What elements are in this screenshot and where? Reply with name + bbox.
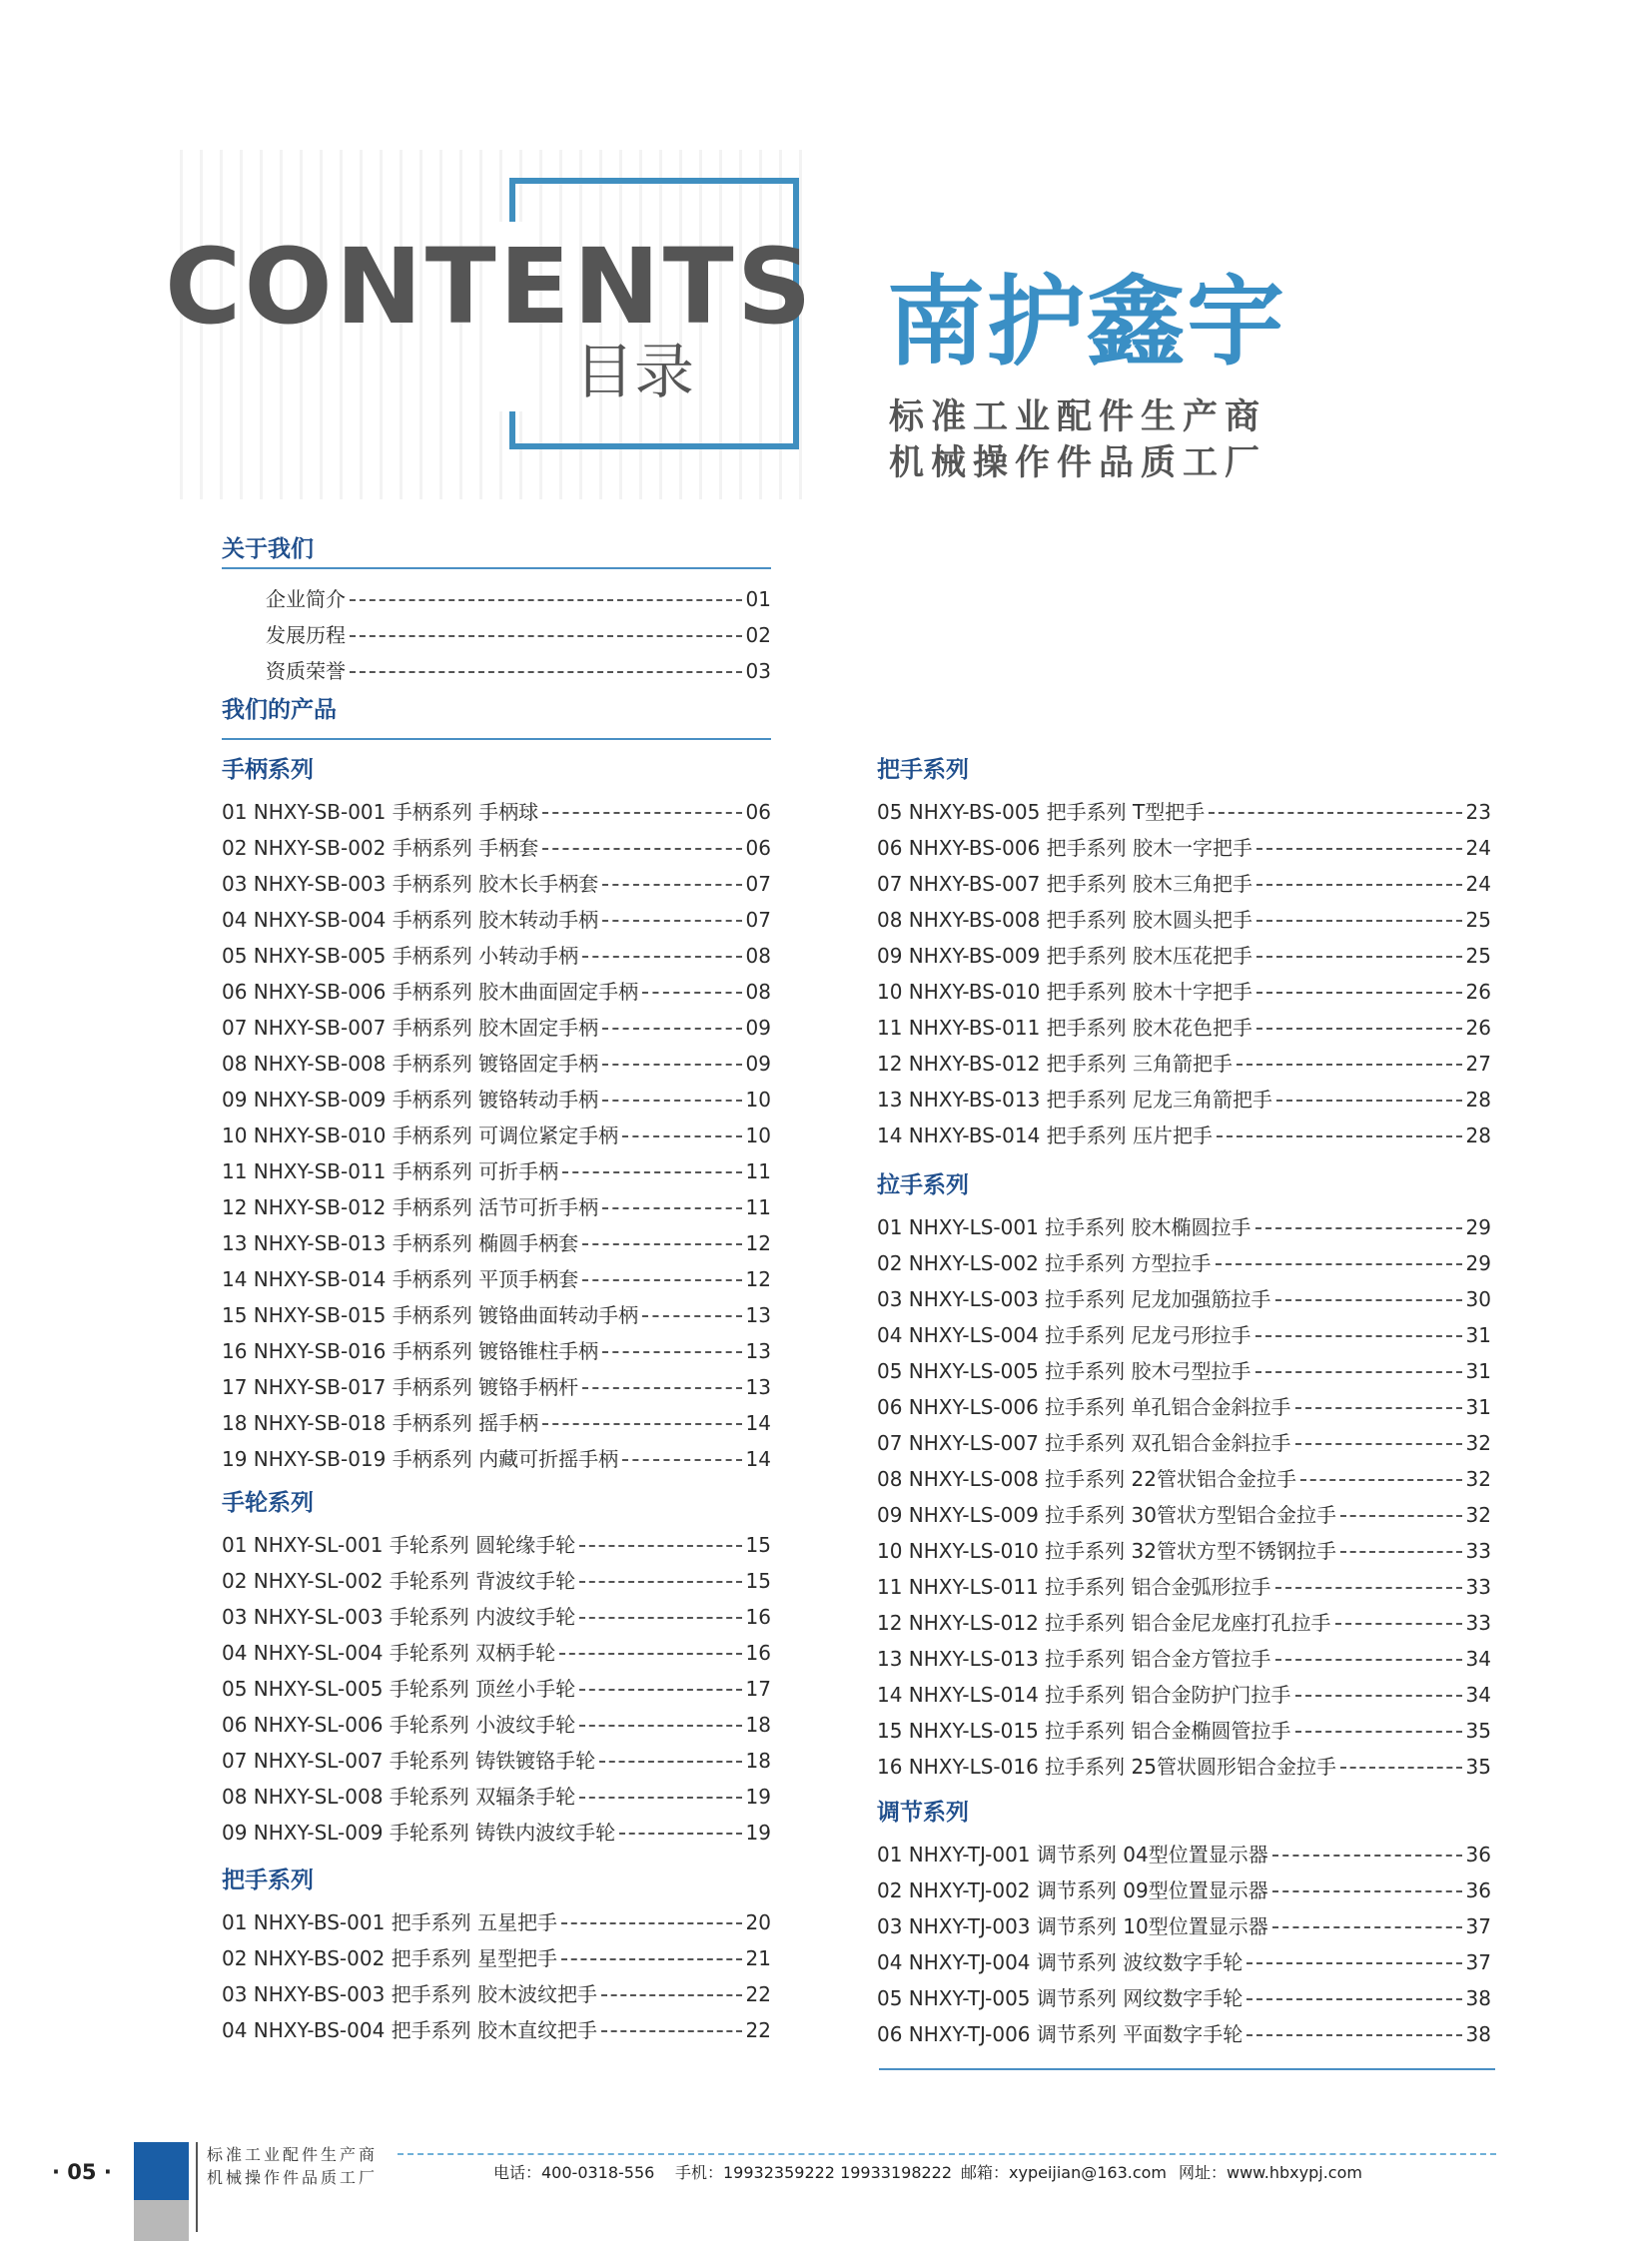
toc-leader-dots <box>582 1387 741 1389</box>
toc-leader-dots <box>579 1689 741 1691</box>
toc-entry-title: 13 NHXY-LS-013 拉手系列 铝合金方管拉手 <box>877 1647 1271 1671</box>
toc-leader-dots <box>1340 1767 1462 1769</box>
toc-leader-dots <box>579 1797 741 1799</box>
toc-entry-page: 36 <box>1465 1843 1491 1867</box>
toc-entry-title: 06 NHXY-SL-006 手轮系列 小波纹手轮 <box>222 1713 576 1737</box>
toc-leader-dots <box>599 1761 741 1763</box>
toc-leader-dots <box>1272 1890 1462 1892</box>
toc-leader-dots <box>602 1207 741 1209</box>
toc-leader-dots <box>582 1279 741 1281</box>
toc-entry[interactable] <box>222 1120 771 1150</box>
section-heading-sb: 手柄系列 <box>222 757 314 783</box>
toc-entry-title: 12 NHXY-LS-012 拉手系列 铝合金尼龙座打孔拉手 <box>877 1611 1331 1635</box>
toc-entry[interactable] <box>222 1602 771 1632</box>
toc-entry-title: 07 NHXY-BS-007 把手系列 胶木三角把手 <box>877 872 1253 896</box>
toc-leader-dots <box>1295 1407 1462 1409</box>
toc-entry[interactable] <box>877 833 1491 863</box>
toc-leader-dots <box>1340 1551 1462 1553</box>
toc-entry-page: 28 <box>1465 1088 1491 1112</box>
toc-entry[interactable] <box>877 1752 1491 1782</box>
toc-entry-page: 30 <box>1465 1287 1491 1311</box>
toc-entry[interactable] <box>877 1049 1491 1079</box>
toc-entry[interactable] <box>877 1875 1491 1905</box>
toc-entry-page: 13 <box>745 1339 771 1363</box>
toc-leader-dots <box>1300 1479 1462 1481</box>
toc-entry[interactable] <box>222 1530 771 1560</box>
toc-leader-dots <box>559 1653 741 1655</box>
toc-entry-page: 25 <box>1465 908 1491 932</box>
toc-entry[interactable] <box>222 941 771 971</box>
toc-leader-dots <box>602 1028 741 1030</box>
toc-leader-dots <box>602 920 741 922</box>
toc-entry-page: 02 <box>745 623 771 647</box>
toc-entry-title: 09 NHXY-LS-009 拉手系列 30管状方型铝合金拉手 <box>877 1503 1336 1527</box>
toc-leader-dots <box>1237 1064 1462 1066</box>
toc-entry[interactable] <box>877 1320 1491 1350</box>
toc-entry-page: 14 <box>745 1447 771 1471</box>
toc-entry-title: 01 NHXY-SB-001 手柄系列 手柄球 <box>222 800 539 824</box>
toc-entry-title: 01 NHXY-LS-001 拉手系列 胶木椭圆拉手 <box>877 1215 1251 1239</box>
toc-entry-title: 05 NHXY-BS-005 把手系列 T型把手 <box>877 800 1206 824</box>
toc-leader-dots <box>602 1100 741 1102</box>
toc-entry-page: 16 <box>745 1641 771 1665</box>
toc-entry[interactable] <box>222 1782 771 1812</box>
toc-leader-dots <box>1255 1227 1462 1229</box>
toc-leader-dots <box>561 1922 742 1924</box>
tagline-line2: 机械操作件品质工厂 <box>889 443 1267 483</box>
toc-leader-dots <box>582 956 741 958</box>
toc-entry-title: 06 NHXY-TJ-006 调节系列 平面数字手轮 <box>877 2022 1243 2046</box>
toc-entry[interactable] <box>222 1156 771 1186</box>
toc-entry-title: 04 NHXY-SB-004 手柄系列 胶木转动手柄 <box>222 908 599 932</box>
toc-entry-title: 15 NHXY-SB-015 手柄系列 镀铬曲面转动手柄 <box>222 1303 639 1327</box>
toc-entry[interactable] <box>877 1608 1491 1638</box>
footer-tagline-line2: 机械操作件品质工厂 <box>207 2168 379 2187</box>
section-heading-bs-b: 把手系列 <box>877 757 969 783</box>
toc-leader-dots <box>1246 1998 1461 2000</box>
toc-entry-title: 03 NHXY-SL-003 手轮系列 内波纹手轮 <box>222 1605 576 1629</box>
toc-entry-page: 19 <box>745 1821 771 1845</box>
toc-entry-page: 34 <box>1465 1683 1491 1707</box>
toc-entry-page: 35 <box>1465 1719 1491 1743</box>
toc-entry[interactable] <box>222 1907 771 1937</box>
toc-entry-page: 12 <box>745 1267 771 1291</box>
toc-entry-title: 07 NHXY-LS-007 拉手系列 双孔铝合金斜拉手 <box>877 1431 1291 1455</box>
toc-entry-page: 17 <box>745 1677 771 1701</box>
toc-entry[interactable] <box>222 1638 771 1668</box>
toc-leader-dots <box>1295 1443 1462 1445</box>
toc-leader-dots <box>579 1581 741 1583</box>
toc-entry-page: 11 <box>745 1195 771 1219</box>
toc-leader-dots <box>602 1351 741 1353</box>
toc-entry[interactable] <box>222 833 771 863</box>
toc-entry-title: 07 NHXY-SB-007 手柄系列 胶木固定手柄 <box>222 1016 599 1040</box>
toc-entry-page: 23 <box>1465 800 1491 824</box>
footer-email: 邮箱：xypeijian@163.com <box>961 2163 1168 2182</box>
toc-leader-dots <box>602 884 741 886</box>
toc-entry[interactable] <box>877 1085 1491 1115</box>
toc-entry[interactable] <box>877 797 1491 827</box>
section-heading-bs-a: 把手系列 <box>222 1868 314 1893</box>
toc-entry-title: 02 NHXY-LS-002 拉手系列 方型拉手 <box>877 1251 1212 1275</box>
toc-entry[interactable] <box>877 977 1491 1007</box>
toc-entry-title: 10 NHXY-BS-010 把手系列 胶木十字把手 <box>877 980 1253 1004</box>
toc-entry[interactable] <box>222 1943 771 1973</box>
toc-entry[interactable] <box>222 1049 771 1079</box>
toc-entry-page: 20 <box>745 1910 771 1934</box>
toc-entry-page: 29 <box>1465 1251 1491 1275</box>
toc-entry[interactable] <box>877 1284 1491 1314</box>
section-heading-about: 关于我们 <box>222 536 314 562</box>
toc-entry[interactable] <box>222 797 771 827</box>
toc-entry[interactable] <box>222 1674 771 1704</box>
toc-entry-title: 11 NHXY-SB-011 手柄系列 可折手柄 <box>222 1159 559 1183</box>
toc-leader-dots <box>562 1171 741 1173</box>
toc-entry-title: 05 NHXY-SB-005 手柄系列 小转动手柄 <box>222 944 579 968</box>
page-number: · 05 · <box>52 2160 112 2184</box>
toc-entry-page: 32 <box>1465 1467 1491 1491</box>
toc-entry-page: 09 <box>745 1016 771 1040</box>
toc-entry-page: 34 <box>1465 1647 1491 1671</box>
toc-leader-dots <box>350 671 742 673</box>
footer-accent-blue <box>134 2142 189 2200</box>
toc-entry[interactable] <box>222 1085 771 1115</box>
toc-entry[interactable] <box>222 1979 771 2009</box>
toc-entry-title: 16 NHXY-LS-016 拉手系列 25管状圆形铝合金拉手 <box>877 1755 1336 1779</box>
toc-leader-dots <box>642 992 741 994</box>
toc-entry-page: 08 <box>745 980 771 1004</box>
toc-entry[interactable] <box>877 905 1491 935</box>
toc-entry[interactable] <box>266 620 771 650</box>
footer-dashed-line <box>398 2153 1496 2155</box>
toc-entry-title: 09 NHXY-SB-009 手柄系列 镀铬转动手柄 <box>222 1088 599 1112</box>
toc-entry-title: 03 NHXY-TJ-003 调节系列 10型位置显示器 <box>877 1914 1268 1938</box>
toc-entry[interactable] <box>222 869 771 899</box>
toc-entry[interactable] <box>222 905 771 935</box>
footer-accent-gray <box>134 2200 189 2241</box>
toc-entry-page: 15 <box>745 1569 771 1593</box>
toc-entry-page: 13 <box>745 1303 771 1327</box>
section-heading-ls: 拉手系列 <box>877 1172 969 1198</box>
toc-entry[interactable] <box>877 1356 1491 1386</box>
toc-entry-page: 33 <box>1465 1611 1491 1635</box>
toc-entry[interactable] <box>877 1536 1491 1566</box>
toc-entry-page: 01 <box>745 587 771 611</box>
brand-name: 南护鑫宇 <box>887 266 1287 379</box>
toc-entry-page: 12 <box>745 1231 771 1255</box>
toc-entry[interactable] <box>222 1013 771 1043</box>
toc-leader-dots <box>622 1135 741 1137</box>
toc-leader-dots <box>1272 1926 1462 1928</box>
toc-entry[interactable] <box>222 1746 771 1776</box>
toc-entry-page: 13 <box>745 1375 771 1399</box>
toc-entry[interactable] <box>877 1248 1491 1278</box>
toc-leader-dots <box>601 1994 742 1996</box>
footer-tagline-line1: 标准工业配件生产商 <box>207 2145 379 2164</box>
toc-entry-title: 01 NHXY-TJ-001 调节系列 04型位置显示器 <box>877 1843 1268 1867</box>
toc-entry[interactable] <box>222 2015 771 2045</box>
toc-entry-page: 14 <box>745 1411 771 1435</box>
toc-entry[interactable] <box>877 1013 1491 1043</box>
toc-leader-dots <box>579 1617 741 1619</box>
toc-entry-title: 资质荣誉 <box>266 659 346 683</box>
toc-entry-title: 10 NHXY-LS-010 拉手系列 32管状方型不锈钢拉手 <box>877 1539 1336 1563</box>
toc-entry-title: 03 NHXY-SB-003 手柄系列 胶木长手柄套 <box>222 872 599 896</box>
section-heading-tj: 调节系列 <box>877 1800 969 1826</box>
toc-entry-page: 37 <box>1465 1950 1491 1974</box>
toc-entry[interactable] <box>877 1120 1491 1150</box>
toc-entry[interactable] <box>222 1444 771 1474</box>
toc-entry-page: 22 <box>745 1982 771 2006</box>
footer-phone: 电话：400-0318-556 <box>493 2163 655 2182</box>
toc-leader-dots <box>1256 848 1462 850</box>
toc-leader-dots <box>350 599 742 601</box>
toc-entry-page: 32 <box>1465 1503 1491 1527</box>
toc-entry[interactable] <box>877 1212 1491 1242</box>
toc-leader-dots <box>1335 1623 1462 1625</box>
toc-entry-page: 24 <box>1465 872 1491 896</box>
toc-entry[interactable] <box>877 941 1491 971</box>
tagline-line1: 标准工业配件生产商 <box>889 397 1267 437</box>
toc-entry-page: 33 <box>1465 1575 1491 1599</box>
toc-entry-title: 04 NHXY-BS-004 把手系列 胶木直纹把手 <box>222 2018 598 2042</box>
toc-entry[interactable] <box>222 1566 771 1596</box>
toc-entry[interactable] <box>877 1572 1491 1602</box>
toc-entry-page: 36 <box>1465 1878 1491 1902</box>
toc-entry[interactable] <box>222 1710 771 1740</box>
toc-entry[interactable] <box>222 977 771 1007</box>
toc-leader-dots <box>561 1958 742 1960</box>
toc-entry-title: 07 NHXY-SL-007 手轮系列 铸铁镀铬手轮 <box>222 1749 596 1773</box>
toc-entry-page: 28 <box>1465 1123 1491 1147</box>
toc-leader-dots <box>579 1545 741 1547</box>
toc-entry-title: 12 NHXY-SB-012 手柄系列 活节可折手柄 <box>222 1195 599 1219</box>
toc-leader-dots <box>1256 920 1462 922</box>
toc-entry-page: 26 <box>1465 980 1491 1004</box>
toc-entry-page: 24 <box>1465 836 1491 860</box>
toc-leader-dots <box>542 1423 741 1425</box>
toc-entry-page: 19 <box>745 1785 771 1809</box>
toc-entry[interactable] <box>877 2019 1491 2049</box>
toc-entry-title: 04 NHXY-LS-004 拉手系列 尼龙弓形拉手 <box>877 1323 1251 1347</box>
toc-entry-title: 08 NHXY-SL-008 手轮系列 双辐条手轮 <box>222 1785 576 1809</box>
toc-entry-title: 04 NHXY-TJ-004 调节系列 波纹数字手轮 <box>877 1950 1243 1974</box>
toc-leader-dots <box>579 1725 741 1727</box>
toc-entry-title: 19 NHXY-SB-019 手柄系列 内藏可折摇手柄 <box>222 1447 619 1471</box>
toc-entry-page: 18 <box>745 1713 771 1737</box>
toc-entry-page: 08 <box>745 944 771 968</box>
toc-leader-dots <box>542 848 741 850</box>
toc-entry[interactable] <box>877 869 1491 899</box>
toc-leader-dots <box>1272 1855 1462 1857</box>
toc-leader-dots <box>1255 1371 1462 1373</box>
toc-leader-dots <box>1217 1135 1462 1137</box>
toc-entry-page: 35 <box>1465 1755 1491 1779</box>
toc-leader-dots <box>1246 1962 1461 1964</box>
toc-leader-dots <box>1256 1028 1462 1030</box>
toc-leader-dots <box>542 812 741 814</box>
toc-leader-dots <box>1276 1100 1462 1102</box>
toc-entry[interactable] <box>877 1947 1491 1977</box>
toc-entry[interactable] <box>222 1408 771 1438</box>
toc-entry-title: 04 NHXY-SL-004 手轮系列 双柄手轮 <box>222 1641 556 1665</box>
toc-entry[interactable] <box>266 656 771 686</box>
toc-entry[interactable] <box>222 1372 771 1402</box>
toc-entry-page: 25 <box>1465 944 1491 968</box>
toc-entry-page: 38 <box>1465 1986 1491 2010</box>
toc-entry[interactable] <box>877 1464 1491 1494</box>
toc-entry-title: 08 NHXY-LS-008 拉手系列 22管状铝合金拉手 <box>877 1467 1296 1491</box>
toc-entry-page: 16 <box>745 1605 771 1629</box>
section-rule <box>222 738 771 740</box>
toc-entry-title: 16 NHXY-SB-016 手柄系列 镀铬锥柱手柄 <box>222 1339 599 1363</box>
toc-entry-title: 01 NHXY-BS-001 把手系列 五星把手 <box>222 1910 558 1934</box>
toc-leader-dots <box>642 1315 741 1317</box>
toc-leader-dots <box>1295 1695 1462 1697</box>
toc-entry-page: 03 <box>745 659 771 683</box>
toc-leader-dots <box>1275 1299 1462 1301</box>
toc-entry-page: 09 <box>745 1052 771 1076</box>
toc-entry-title: 18 NHXY-SB-018 手柄系列 摇手柄 <box>222 1411 539 1435</box>
toc-leader-dots <box>1256 992 1462 994</box>
toc-leader-dots <box>350 635 742 637</box>
toc-leader-dots <box>602 1064 741 1066</box>
toc-entry-page: 10 <box>745 1088 771 1112</box>
footer-website: 网址：www.hbxypj.com <box>1179 2163 1362 2182</box>
toc-leader-dots <box>1295 1731 1462 1733</box>
toc-entry-title: 05 NHXY-SL-005 手轮系列 顶丝小手轮 <box>222 1677 576 1701</box>
toc-leader-dots <box>1216 1263 1462 1265</box>
toc-entry-page: 27 <box>1465 1052 1491 1076</box>
toc-entry-title: 02 NHXY-SL-002 手轮系列 背波纹手轮 <box>222 1569 576 1593</box>
section-heading-sl: 手轮系列 <box>222 1490 314 1516</box>
toc-entry[interactable] <box>877 1644 1491 1674</box>
toc-leader-dots <box>619 1833 741 1835</box>
toc-entry[interactable] <box>266 584 771 614</box>
toc-leader-dots <box>1209 812 1461 814</box>
toc-entry-title: 12 NHXY-BS-012 把手系列 三角箭把手 <box>877 1052 1234 1076</box>
toc-leader-dots <box>1275 1659 1462 1661</box>
toc-entry-page: 22 <box>745 2018 771 2042</box>
toc-entry-title: 13 NHXY-BS-013 把手系列 尼龙三角箭把手 <box>877 1088 1273 1112</box>
toc-entry[interactable] <box>877 1500 1491 1530</box>
toc-entry-title: 08 NHXY-BS-008 把手系列 胶木圆头把手 <box>877 908 1253 932</box>
toc-leader-dots <box>1256 884 1462 886</box>
toc-leader-dots <box>1246 2034 1461 2036</box>
toc-entry-title: 15 NHXY-LS-015 拉手系列 铝合金椭圆管拉手 <box>877 1719 1291 1743</box>
toc-entry[interactable] <box>222 1818 771 1848</box>
toc-entry-page: 07 <box>745 872 771 896</box>
toc-entry[interactable] <box>222 1228 771 1258</box>
toc-entry-page: 06 <box>745 836 771 860</box>
toc-entry-title: 09 NHXY-SL-009 手轮系列 铸铁内波纹手轮 <box>222 1821 616 1845</box>
toc-entry-title: 17 NHXY-SB-017 手柄系列 镀铬手柄杆 <box>222 1375 579 1399</box>
toc-entry-page: 06 <box>745 800 771 824</box>
toc-leader-dots <box>1275 1587 1462 1589</box>
toc-entry-title: 13 NHXY-SB-013 手柄系列 椭圆手柄套 <box>222 1231 579 1255</box>
toc-entry-page: 31 <box>1465 1359 1491 1383</box>
toc-leader-dots <box>622 1459 741 1461</box>
toc-entry-title: 06 NHXY-LS-006 拉手系列 单孔铝合金斜拉手 <box>877 1395 1291 1419</box>
toc-entry[interactable] <box>877 1392 1491 1422</box>
toc-entry-page: 21 <box>745 1946 771 1970</box>
toc-entry-page: 11 <box>745 1159 771 1183</box>
toc-entry-title: 01 NHXY-SL-001 手轮系列 圆轮缘手轮 <box>222 1533 576 1557</box>
toc-entry[interactable] <box>877 1840 1491 1869</box>
toc-leader-dots <box>1340 1515 1462 1517</box>
section-rule <box>879 2068 1495 2070</box>
toc-entry[interactable] <box>222 1336 771 1366</box>
toc-entry-page: 31 <box>1465 1395 1491 1419</box>
toc-entry-title: 02 NHXY-TJ-002 调节系列 09型位置显示器 <box>877 1878 1268 1902</box>
toc-entry-page: 31 <box>1465 1323 1491 1347</box>
toc-entry-title: 02 NHXY-BS-002 把手系列 星型把手 <box>222 1946 558 1970</box>
toc-entry-title: 11 NHXY-BS-011 把手系列 胶木花色把手 <box>877 1016 1253 1040</box>
toc-entry[interactable] <box>877 1716 1491 1746</box>
toc-entry[interactable] <box>877 1983 1491 2013</box>
toc-entry-title: 11 NHXY-LS-011 拉手系列 铝合金弧形拉手 <box>877 1575 1271 1599</box>
toc-entry-page: 18 <box>745 1749 771 1773</box>
toc-entry-page: 33 <box>1465 1539 1491 1563</box>
toc-entry-page: 15 <box>745 1533 771 1557</box>
toc-entry-title: 05 NHXY-TJ-005 调节系列 网纹数字手轮 <box>877 1986 1243 2010</box>
toc-entry-page: 10 <box>745 1123 771 1147</box>
toc-leader-dots <box>601 2030 742 2032</box>
toc-entry-title: 02 NHXY-SB-002 手柄系列 手柄套 <box>222 836 539 860</box>
section-rule <box>222 567 771 569</box>
toc-entry-title: 03 NHXY-BS-003 把手系列 胶木波纹把手 <box>222 1982 598 2006</box>
toc-entry[interactable] <box>222 1192 771 1222</box>
toc-entry-title: 05 NHXY-LS-005 拉手系列 胶木弓型拉手 <box>877 1359 1251 1383</box>
section-heading-products: 我们的产品 <box>222 697 337 723</box>
toc-entry[interactable] <box>877 1680 1491 1710</box>
toc-entry-title: 14 NHXY-LS-014 拉手系列 铝合金防护门拉手 <box>877 1683 1291 1707</box>
toc-entry[interactable] <box>877 1428 1491 1458</box>
toc-entry-page: 07 <box>745 908 771 932</box>
toc-entry[interactable] <box>877 1911 1491 1941</box>
footer-divider <box>196 2142 198 2232</box>
contents-subtitle: 目录 <box>574 338 694 407</box>
footer-mobile: 手机：19932359222 19933198222 <box>675 2163 953 2182</box>
toc-entry-title: 03 NHXY-LS-003 拉手系列 尼龙加强筋拉手 <box>877 1287 1271 1311</box>
toc-leader-dots <box>1255 1335 1462 1337</box>
toc-entry-page: 26 <box>1465 1016 1491 1040</box>
contents-title: CONTENTS <box>165 226 815 348</box>
toc-entry-page: 38 <box>1465 2022 1491 2046</box>
toc-entry-title: 09 NHXY-BS-009 把手系列 胶木压花把手 <box>877 944 1253 968</box>
toc-entry-title: 06 NHXY-SB-006 手柄系列 胶木曲面固定手柄 <box>222 980 639 1004</box>
toc-entry-page: 32 <box>1465 1431 1491 1455</box>
toc-entry[interactable] <box>222 1264 771 1294</box>
toc-entry-page: 37 <box>1465 1914 1491 1938</box>
toc-entry-title: 06 NHXY-BS-006 把手系列 胶木一字把手 <box>877 836 1253 860</box>
toc-entry-title: 10 NHXY-SB-010 手柄系列 可调位紧定手柄 <box>222 1123 619 1147</box>
toc-leader-dots <box>1256 956 1462 958</box>
toc-leader-dots <box>582 1243 741 1245</box>
toc-entry-title: 14 NHXY-BS-014 把手系列 压片把手 <box>877 1123 1214 1147</box>
toc-entry-page: 29 <box>1465 1215 1491 1239</box>
toc-entry[interactable] <box>222 1300 771 1330</box>
toc-entry-title: 发展历程 <box>266 623 346 647</box>
toc-entry-title: 14 NHXY-SB-014 手柄系列 平顶手柄套 <box>222 1267 579 1291</box>
toc-entry-title: 企业简介 <box>266 587 346 611</box>
toc-entry-title: 08 NHXY-SB-008 手柄系列 镀铬固定手柄 <box>222 1052 599 1076</box>
